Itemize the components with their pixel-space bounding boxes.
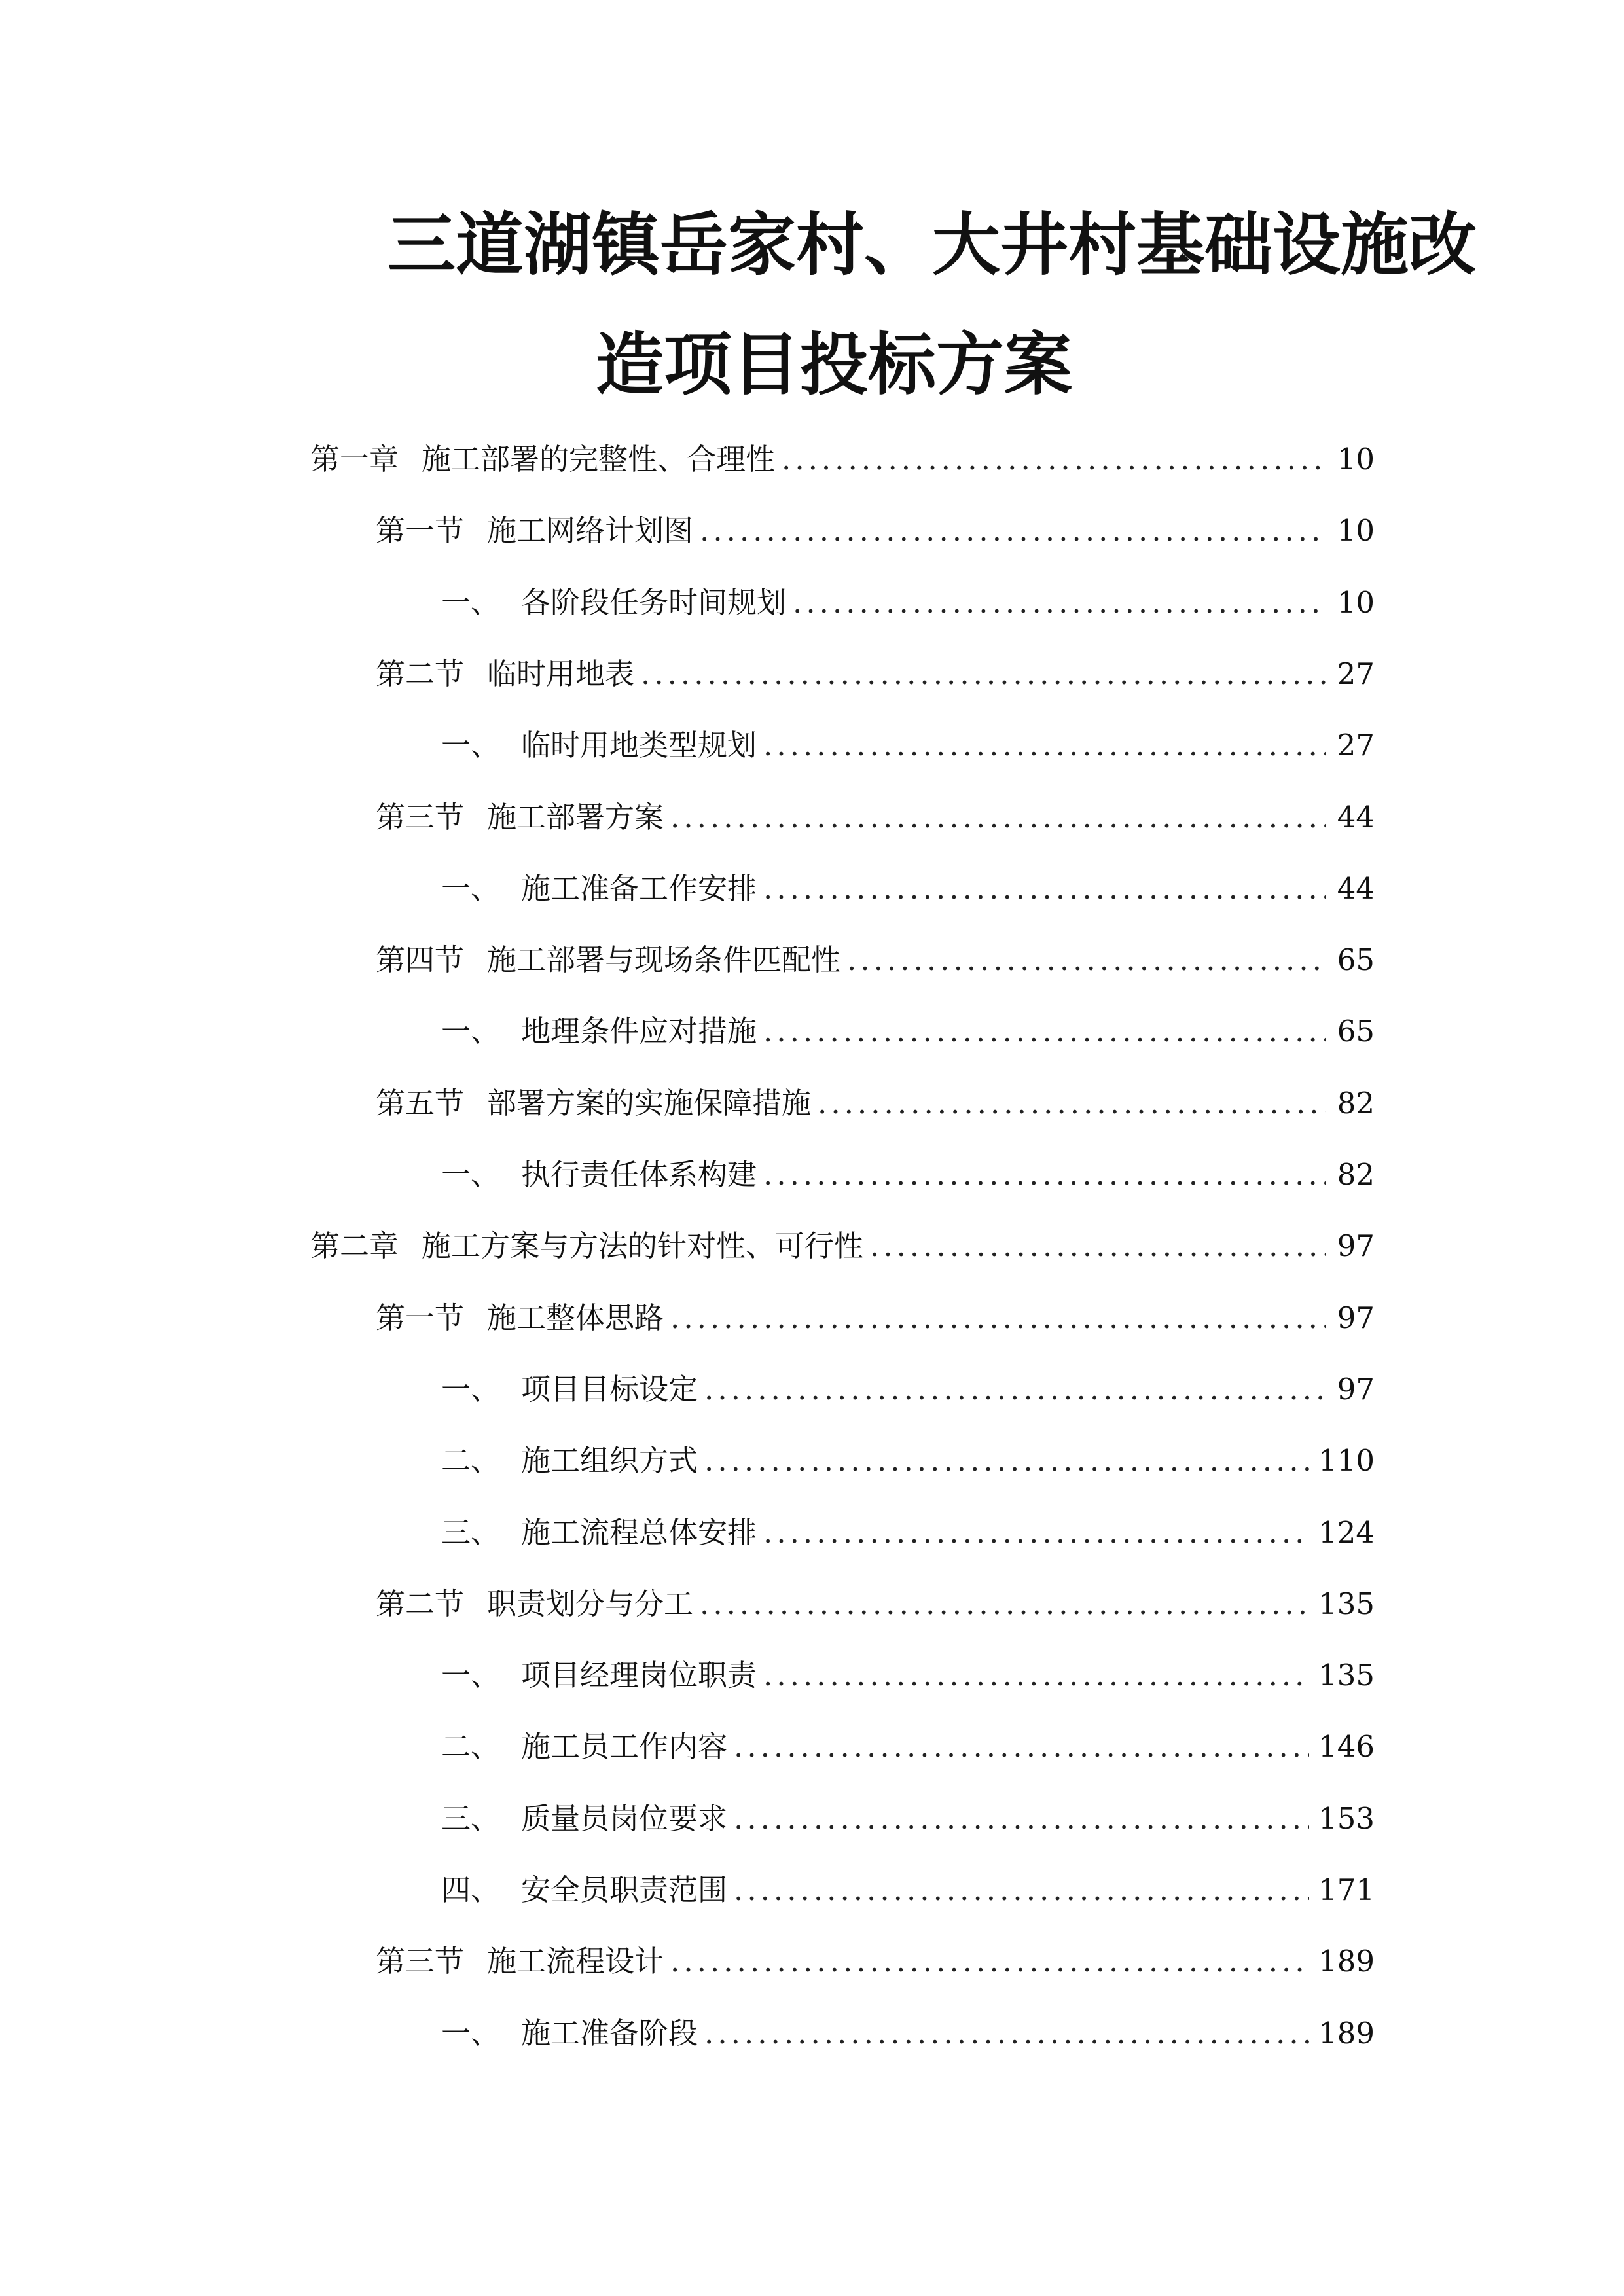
toc-entry-title: 地理条件应对措施 bbox=[521, 1014, 757, 1049]
toc-entry-title: 施工流程设计 bbox=[487, 1944, 664, 1979]
toc-page-number: 171 bbox=[1318, 1873, 1375, 1907]
toc-dot-leader bbox=[763, 726, 1326, 765]
toc-entry[interactable] bbox=[441, 2014, 1375, 2053]
toc-page-number: 82 bbox=[1337, 1157, 1375, 1192]
toc-entry[interactable] bbox=[310, 440, 1375, 479]
document-title-line-2: 造项目投标方案 bbox=[596, 324, 1073, 404]
toc-page-number: 10 bbox=[1337, 513, 1375, 548]
toc-dot-leader bbox=[763, 869, 1326, 908]
toc-entry-number: 第三节 bbox=[376, 1944, 465, 1979]
toc-entry[interactable] bbox=[441, 726, 1375, 765]
toc-dot-leader bbox=[670, 798, 1326, 837]
toc-page-number: 44 bbox=[1337, 800, 1375, 834]
toc-dot-leader bbox=[734, 1727, 1309, 1767]
toc-entry-title: 施工准备阶段 bbox=[521, 2016, 698, 2051]
toc-entry[interactable] bbox=[441, 583, 1375, 622]
toc-entry-title: 执行责任体系构建 bbox=[521, 1157, 757, 1192]
toc-entry[interactable] bbox=[376, 655, 1375, 694]
toc-entry-number: 第二节 bbox=[376, 1587, 465, 1621]
toc-dot-leader bbox=[763, 1513, 1309, 1552]
toc-entry-number: 二、 bbox=[441, 1729, 501, 1764]
toc-entry-title: 临时用地表 bbox=[487, 656, 635, 691]
toc-page-number: 10 bbox=[1337, 585, 1375, 620]
toc-entry[interactable] bbox=[376, 941, 1375, 980]
toc-page-number: 189 bbox=[1318, 1944, 1375, 1979]
toc-entry-title: 职责划分与分工 bbox=[487, 1587, 694, 1621]
toc-entry-title: 施工整体思路 bbox=[487, 1300, 664, 1335]
toc-entry-number: 四、 bbox=[441, 1873, 501, 1907]
toc-entry-number: 一、 bbox=[441, 585, 501, 620]
toc-page-number: 82 bbox=[1337, 1086, 1375, 1121]
toc-entry-number: 三、 bbox=[441, 1515, 501, 1550]
toc-page-number: 153 bbox=[1318, 1801, 1375, 1836]
document-title-line-1: 三道湖镇岳家村、大井村基础设施改 bbox=[388, 204, 1477, 285]
toc-entry[interactable] bbox=[441, 869, 1375, 908]
toc-entry-title: 施工流程总体安排 bbox=[521, 1515, 757, 1550]
toc-entry-number: 一、 bbox=[441, 1014, 501, 1049]
toc-entry[interactable] bbox=[441, 1513, 1375, 1552]
toc-page-number: 97 bbox=[1337, 1229, 1375, 1263]
toc-dot-leader bbox=[704, 1441, 1309, 1480]
toc-page-number: 65 bbox=[1337, 1014, 1375, 1049]
toc-entry-title: 各阶段任务时间规划 bbox=[521, 585, 787, 620]
toc-entry[interactable] bbox=[441, 1370, 1375, 1409]
toc-dot-leader bbox=[763, 1012, 1326, 1051]
toc-entry-title: 施工组织方式 bbox=[521, 1443, 698, 1478]
toc-entry[interactable] bbox=[376, 798, 1375, 837]
toc-entry-title: 施工方案与方法的针对性、可行性 bbox=[422, 1229, 864, 1263]
toc-page-number: 189 bbox=[1318, 2016, 1375, 2051]
toc-page-number: 146 bbox=[1318, 1729, 1375, 1764]
toc-dot-leader bbox=[734, 1799, 1309, 1839]
toc-entry-title: 施工部署方案 bbox=[487, 800, 664, 834]
toc-entry-number: 第二节 bbox=[376, 656, 465, 691]
toc-page-number: 44 bbox=[1337, 871, 1375, 906]
toc-entry[interactable] bbox=[376, 1585, 1375, 1624]
toc-dot-leader bbox=[870, 1227, 1326, 1266]
toc-entry[interactable] bbox=[376, 1084, 1375, 1123]
toc-page-number: 135 bbox=[1318, 1587, 1375, 1621]
toc-dot-leader bbox=[847, 941, 1326, 980]
toc-entry[interactable] bbox=[441, 1656, 1375, 1695]
toc-entry-number: 第二章 bbox=[310, 1229, 399, 1263]
toc-entry-number: 一、 bbox=[441, 871, 501, 906]
toc-page-number: 10 bbox=[1337, 442, 1375, 476]
toc-dot-leader bbox=[704, 1370, 1326, 1409]
toc-entry-number: 一、 bbox=[441, 1157, 501, 1192]
toc-entry-title: 施工部署的完整性、合理性 bbox=[422, 442, 776, 476]
toc-entry[interactable] bbox=[441, 1727, 1375, 1767]
toc-page-number: 97 bbox=[1337, 1372, 1375, 1407]
toc-entry-number: 一、 bbox=[441, 1372, 501, 1407]
toc-entry-number: 一、 bbox=[441, 1658, 501, 1693]
toc-page-number: 65 bbox=[1337, 942, 1375, 977]
toc-dot-leader bbox=[763, 1656, 1309, 1695]
toc-dot-leader bbox=[641, 655, 1326, 694]
toc-page-number: 135 bbox=[1318, 1658, 1375, 1693]
toc-entry-number: 第一章 bbox=[310, 442, 399, 476]
toc-entry-number: 第四节 bbox=[376, 942, 465, 977]
toc-dot-leader bbox=[700, 1585, 1309, 1624]
toc-page-number: 27 bbox=[1337, 656, 1375, 691]
toc-dot-leader bbox=[700, 511, 1326, 550]
toc-dot-leader bbox=[818, 1084, 1326, 1123]
toc-entry-title: 临时用地类型规划 bbox=[521, 728, 757, 762]
toc-page-number: 110 bbox=[1318, 1443, 1375, 1478]
toc-entry-title: 项目目标设定 bbox=[521, 1372, 698, 1407]
toc-entry-number: 第五节 bbox=[376, 1086, 465, 1121]
toc-dot-leader bbox=[670, 1299, 1326, 1338]
toc-entry[interactable] bbox=[441, 1012, 1375, 1051]
toc-entry[interactable] bbox=[441, 1799, 1375, 1839]
toc-entry-title: 部署方案的实施保障措施 bbox=[487, 1086, 812, 1121]
toc-dot-leader bbox=[670, 1942, 1309, 1981]
toc-entry-title: 施工网络计划图 bbox=[487, 513, 694, 548]
toc-entry-number: 二、 bbox=[441, 1443, 501, 1478]
toc-entry-title: 施工准备工作安排 bbox=[521, 871, 757, 906]
toc-entry-title: 施工员工作内容 bbox=[521, 1729, 728, 1764]
toc-page-number: 27 bbox=[1337, 728, 1375, 762]
toc-dot-leader bbox=[793, 583, 1326, 622]
toc-page-number: 124 bbox=[1318, 1515, 1375, 1550]
toc-entry-number: 一、 bbox=[441, 2016, 501, 2051]
toc-entry[interactable] bbox=[376, 1942, 1375, 1981]
toc-entry-title: 施工部署与现场条件匹配性 bbox=[487, 942, 841, 977]
toc-page-number: 97 bbox=[1337, 1300, 1375, 1335]
toc-entry-number: 三、 bbox=[441, 1801, 501, 1836]
toc-entry[interactable] bbox=[310, 1227, 1375, 1266]
toc-entry-number: 第三节 bbox=[376, 800, 465, 834]
toc-entry[interactable] bbox=[441, 1441, 1375, 1480]
toc-dot-leader bbox=[734, 1871, 1309, 1910]
toc-entry-title: 项目经理岗位职责 bbox=[521, 1658, 757, 1693]
toc-entry[interactable] bbox=[376, 1299, 1375, 1338]
toc-entry[interactable] bbox=[441, 1871, 1375, 1910]
toc-dot-leader bbox=[782, 440, 1326, 479]
toc-entry[interactable] bbox=[376, 511, 1375, 550]
toc-entry-number: 一、 bbox=[441, 728, 501, 762]
toc-entry[interactable] bbox=[441, 1155, 1375, 1194]
toc-entry-title: 安全员职责范围 bbox=[521, 1873, 728, 1907]
toc-dot-leader bbox=[763, 1155, 1326, 1194]
toc-entry-number: 第一节 bbox=[376, 1300, 465, 1335]
toc-dot-leader bbox=[704, 2014, 1309, 2053]
toc-entry-title: 质量员岗位要求 bbox=[521, 1801, 728, 1836]
toc-entry-number: 第一节 bbox=[376, 513, 465, 548]
